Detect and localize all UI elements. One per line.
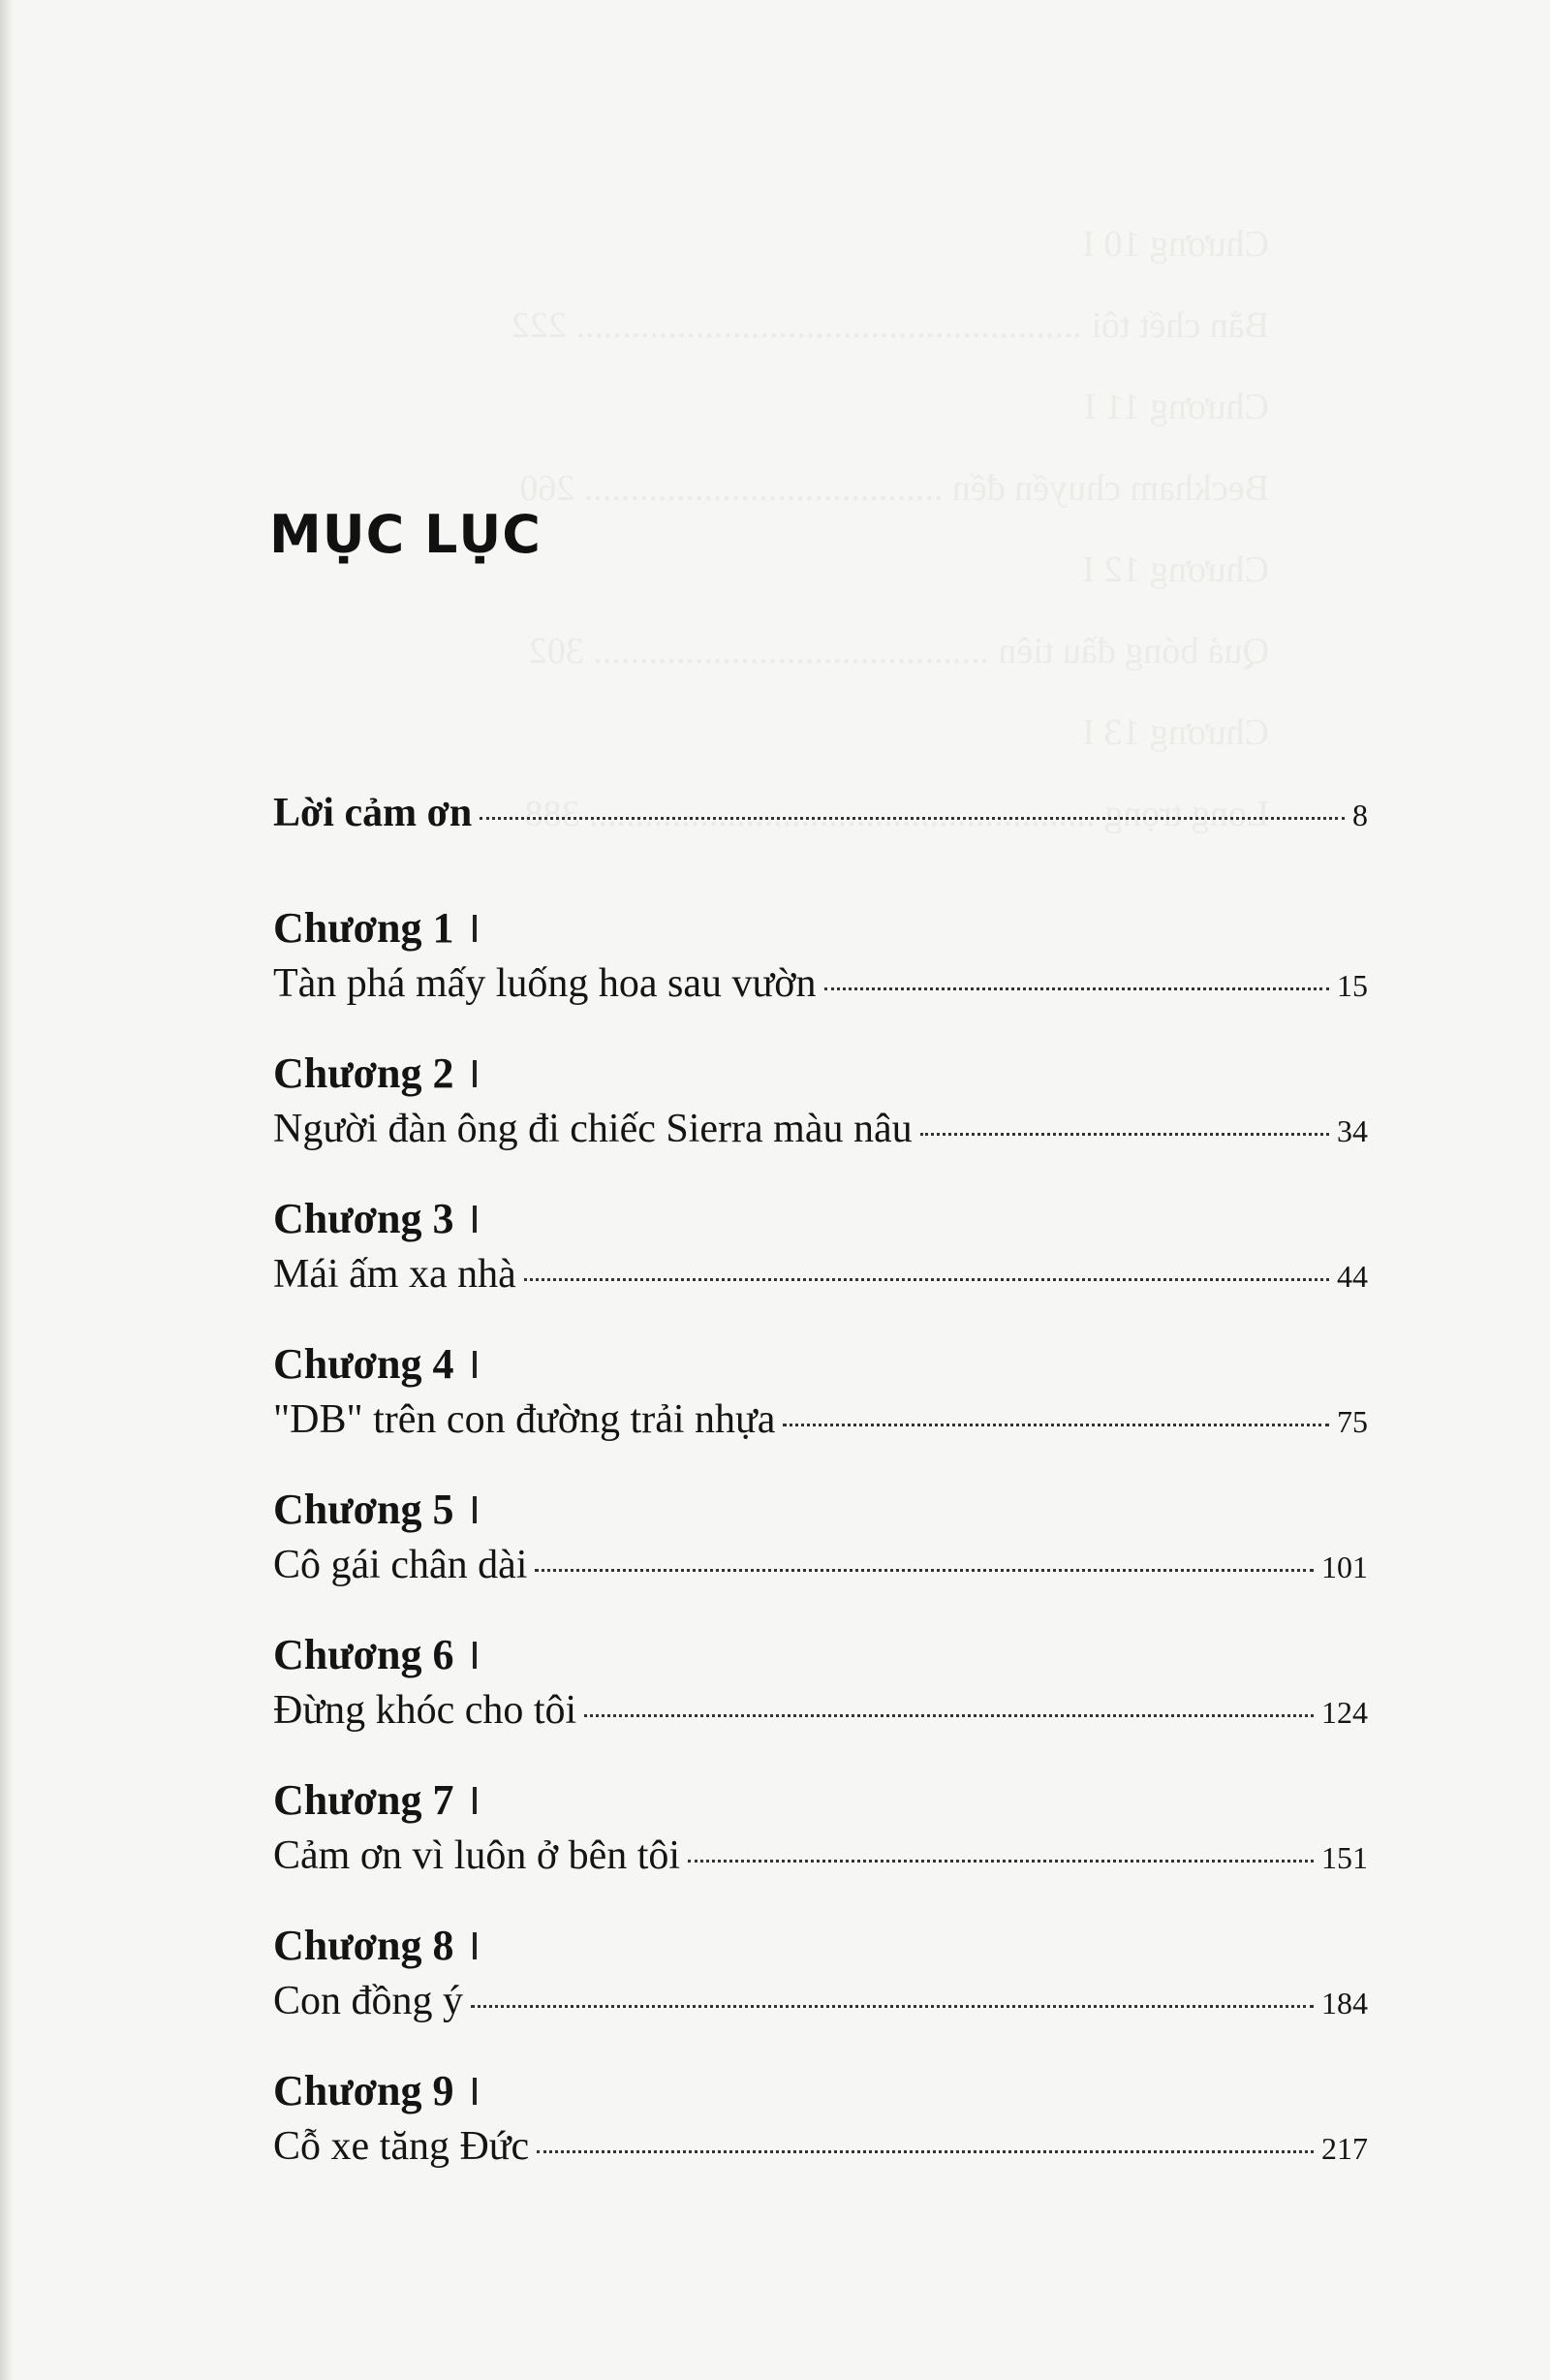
page-number: 151 bbox=[1321, 1840, 1368, 1875]
chapter-title: Mái ấm xa nhà bbox=[273, 1252, 516, 1297]
chapter-title: Cô gái chân dài bbox=[273, 1543, 528, 1587]
chapter-number: Chương 1 bbox=[273, 904, 454, 952]
chapter-number: Chương 3 bbox=[273, 1195, 454, 1242]
chapter-label bbox=[273, 1628, 1368, 1682]
chapter-label bbox=[273, 1483, 1368, 1537]
chapter-label bbox=[273, 1773, 1368, 1828]
toc-line bbox=[273, 1101, 1368, 1157]
toc-line bbox=[273, 2118, 1368, 2175]
dot-leader bbox=[783, 1424, 1329, 1426]
separator-bar bbox=[473, 1496, 477, 1523]
chapter-label bbox=[273, 2064, 1368, 2118]
toc-entry-chapter-8[interactable] bbox=[273, 1919, 1368, 2029]
page-number: 101 bbox=[1321, 1550, 1368, 1584]
separator-bar bbox=[473, 1932, 477, 1959]
toc-entry-chapter-2[interactable] bbox=[273, 1047, 1368, 1157]
chapter-label bbox=[273, 1919, 1368, 1973]
toc-line bbox=[273, 1537, 1368, 1593]
dot-leader bbox=[480, 817, 1345, 820]
chapter-title: Đừng khóc cho tôi bbox=[273, 1688, 577, 1733]
chapter-label bbox=[273, 901, 1368, 955]
separator-bar bbox=[473, 1206, 477, 1233]
dot-leader bbox=[537, 2150, 1314, 2153]
dot-leader bbox=[584, 1714, 1314, 1717]
dot-leader bbox=[471, 2005, 1314, 2008]
separator-bar bbox=[473, 2078, 477, 2105]
toc-line bbox=[273, 1973, 1368, 2029]
page-number: 34 bbox=[1337, 1113, 1368, 1148]
chapter-number: Chương 2 bbox=[273, 1049, 454, 1097]
separator-bar bbox=[473, 1642, 477, 1669]
page-number: 124 bbox=[1321, 1695, 1368, 1730]
toc-line bbox=[273, 785, 1368, 841]
page-title: MỤC LỤC bbox=[269, 504, 542, 565]
page-edge-shadow bbox=[0, 0, 14, 2380]
dot-leader bbox=[524, 1278, 1329, 1281]
chapter-number: Chương 4 bbox=[273, 1340, 454, 1388]
page-number: 184 bbox=[1321, 1986, 1368, 2020]
separator-bar bbox=[473, 1351, 477, 1378]
dot-leader bbox=[688, 1860, 1314, 1863]
chapter-label bbox=[273, 1047, 1368, 1101]
chapter-title: Cỗ xe tăng Đức bbox=[273, 2124, 530, 2169]
chapter-number: Chương 9 bbox=[273, 2067, 454, 2114]
chapter-number: Chương 8 bbox=[273, 1922, 454, 1969]
bleed-through-text: Chương 10 I Bắn chết tôi ....................................................... 222 Chương 11 I Beckham chuyển đến ....................................... 260 Chương 12 I Quả bóng đầu tiên ........................................... 302 Chương 13 I Long trọng ....................................................... 388 bbox=[511, 224, 1269, 834]
chapter-title: "DB" trên con đường trải nhựa bbox=[273, 1397, 776, 1442]
page-number: 217 bbox=[1321, 2131, 1368, 2166]
page-number: 15 bbox=[1337, 968, 1368, 1003]
toc-entry-acknowledgements[interactable] bbox=[273, 785, 1368, 841]
chapter-number: Chương 7 bbox=[273, 1776, 454, 1824]
chapter-number: Chương 5 bbox=[273, 1486, 454, 1533]
page-number: 8 bbox=[1352, 798, 1368, 832]
page-number: 44 bbox=[1337, 1259, 1368, 1294]
entry-title: Lời cảm ơn bbox=[273, 791, 473, 835]
toc-entry-chapter-1[interactable] bbox=[273, 901, 1368, 1012]
chapter-title: Con đồng ý bbox=[273, 1979, 464, 2023]
dot-leader bbox=[824, 987, 1329, 990]
toc-line bbox=[273, 1246, 1368, 1302]
toc-line bbox=[273, 1392, 1368, 1448]
chapter-label bbox=[273, 1337, 1368, 1392]
toc-line bbox=[273, 1682, 1368, 1738]
toc-entry-chapter-3[interactable] bbox=[273, 1192, 1368, 1302]
toc-entry-chapter-9[interactable] bbox=[273, 2064, 1368, 2175]
page-number: 75 bbox=[1337, 1404, 1368, 1439]
separator-bar bbox=[473, 1060, 477, 1087]
chapter-title: Người đàn ông đi chiếc Sierra màu nâu bbox=[273, 1107, 913, 1151]
toc-entry-chapter-6[interactable] bbox=[273, 1628, 1368, 1738]
toc-line bbox=[273, 955, 1368, 1012]
toc-entry-chapter-7[interactable] bbox=[273, 1773, 1368, 1884]
toc-entry-chapter-5[interactable] bbox=[273, 1483, 1368, 1593]
dot-leader bbox=[535, 1569, 1314, 1572]
chapter-title: Tàn phá mấy luống hoa sau vườn bbox=[273, 961, 817, 1006]
toc-entry-chapter-4[interactable] bbox=[273, 1337, 1368, 1448]
table-of-contents bbox=[273, 785, 1368, 2209]
chapter-number: Chương 6 bbox=[273, 1631, 454, 1678]
chapter-title: Cảm ơn vì luôn ở bên tôi bbox=[273, 1833, 681, 1878]
separator-bar bbox=[473, 1787, 477, 1814]
toc-line bbox=[273, 1828, 1368, 1884]
chapter-label bbox=[273, 1192, 1368, 1246]
dot-leader bbox=[920, 1133, 1329, 1136]
separator-bar bbox=[473, 915, 477, 942]
